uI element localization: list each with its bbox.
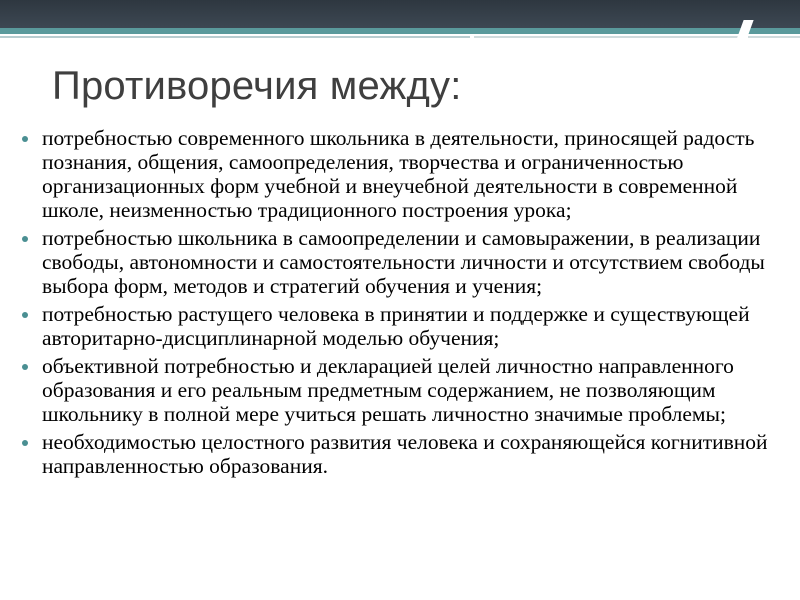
bullet-text: потребностью школьника в самоопределении и самовыражении, в реализации свободы, автономности и самостоятельности личности и отсутствием свободы выбора форм, методов и стратегий обучения и учения;: [42, 226, 765, 298]
bullet-dot-icon: [22, 364, 28, 370]
header-stripe-teal: [0, 28, 742, 34]
slide-title: Противоречия между:: [52, 64, 462, 108]
header-thin-line: [0, 36, 470, 38]
bullet-item: [22, 430, 792, 478]
bullet-dot-icon: [22, 136, 28, 142]
bullet-item: [22, 354, 792, 426]
bullet-text: потребностью современного школьника в деятельности, приносящей радость познания, общения, самоопределения, творчества и ограниченностью организационных форм учебной и внеучебной деятельности в современной школе, неизменностью традиционного построения урока;: [42, 126, 755, 222]
header-thin-line-right: [748, 36, 800, 38]
bullet-item: [22, 126, 792, 222]
header-thin-line-mid: [474, 36, 742, 38]
bullet-dot-icon: [22, 440, 28, 446]
header-band-dark: [0, 0, 800, 28]
bullet-item: [22, 226, 792, 298]
bullet-text: потребностью растущего человека в принятии и поддержке и существующей авторитарно-дисциплинарной моделью обучения;: [42, 302, 750, 350]
header-stripe-teal-right: [748, 28, 800, 34]
bullet-text: объективной потребностью и декларацией целей личностно направленного образования и его реальным предметным содержанием, не позволяющим школьнику в полной мере учиться решать личностно значимые проблемы;: [42, 354, 734, 426]
bullet-dot-icon: [22, 236, 28, 242]
bullet-list: [22, 126, 792, 482]
bullet-text: необходимостью целостного развития человека и сохраняющейся когнитивной направленностью образования.: [42, 430, 768, 478]
bullet-dot-icon: [22, 312, 28, 318]
bullet-item: [22, 302, 792, 350]
